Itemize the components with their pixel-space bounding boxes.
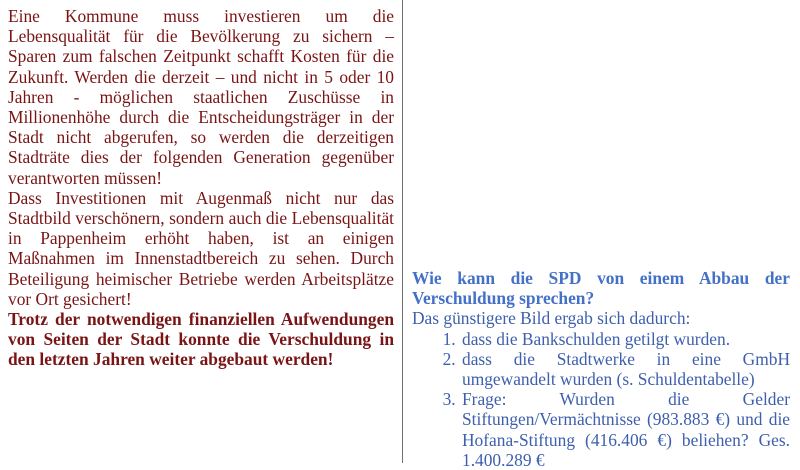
column-divider [402,0,403,463]
right-column [412,268,790,470]
list-item: 1. dass die Bankschulden getilgt wurden. [460,329,790,349]
left-bold-statement: Trotz der notwendigen finanziellen Aufwendungen von Seiten der Stadt konnte die Verschuldung in den letzten Jahren weiter abgebaut werden! [8,309,394,370]
right-numbered-list [412,329,790,470]
left-paragraph-2: Dass Investitionen mit Augenmaß nicht nur das Stadtbild verschönern, sondern auch die Lebensqualität in Pappenheim erhöht haben, ist an einigen Maßnahmen im Innenstadtbereich zu sehen. Durch Beteiligung heimischer Betriebe werden Arbeitsplätze vor Ort gesichert! [8,187,394,309]
right-intro: Das günstigere Bild ergab sich dadurch: [412,308,691,329]
left-paragraph-1: Eine Kommune muss investieren um die Lebensqualität für die Bevölkerung zu sichern – Sparen zum falschen Zeitpunkt schafft Kosten für die Zukunft. Werden die derzeit – und nicht in 5 oder 10 Jahren - möglichen staatlichen Zuschüsse in Millionenhöhe durch die Entscheidungsträger in der Stadt nicht abgerufen, so werden die derzeitigen Stadträte dies der folgenden Generation gegenüber verantworten müssen! [8,6,394,188]
list-item: 2. dass die Stadtwerke in eine GmbH umgewandelt wurden (s. Schuldentabelle) [460,349,790,389]
list-item: 3. Frage: Wurden die Gelder Stiftungen/Vermächtnisse (983.883 €) und die Hofana-Stiftung (416.406 €) beliehen? Ges. 1.400.289 € [460,389,790,470]
right-question-heading: Wie kann die SPD von einem Abbau der Verschuldung sprechen? [412,268,790,309]
left-column [8,0,394,370]
